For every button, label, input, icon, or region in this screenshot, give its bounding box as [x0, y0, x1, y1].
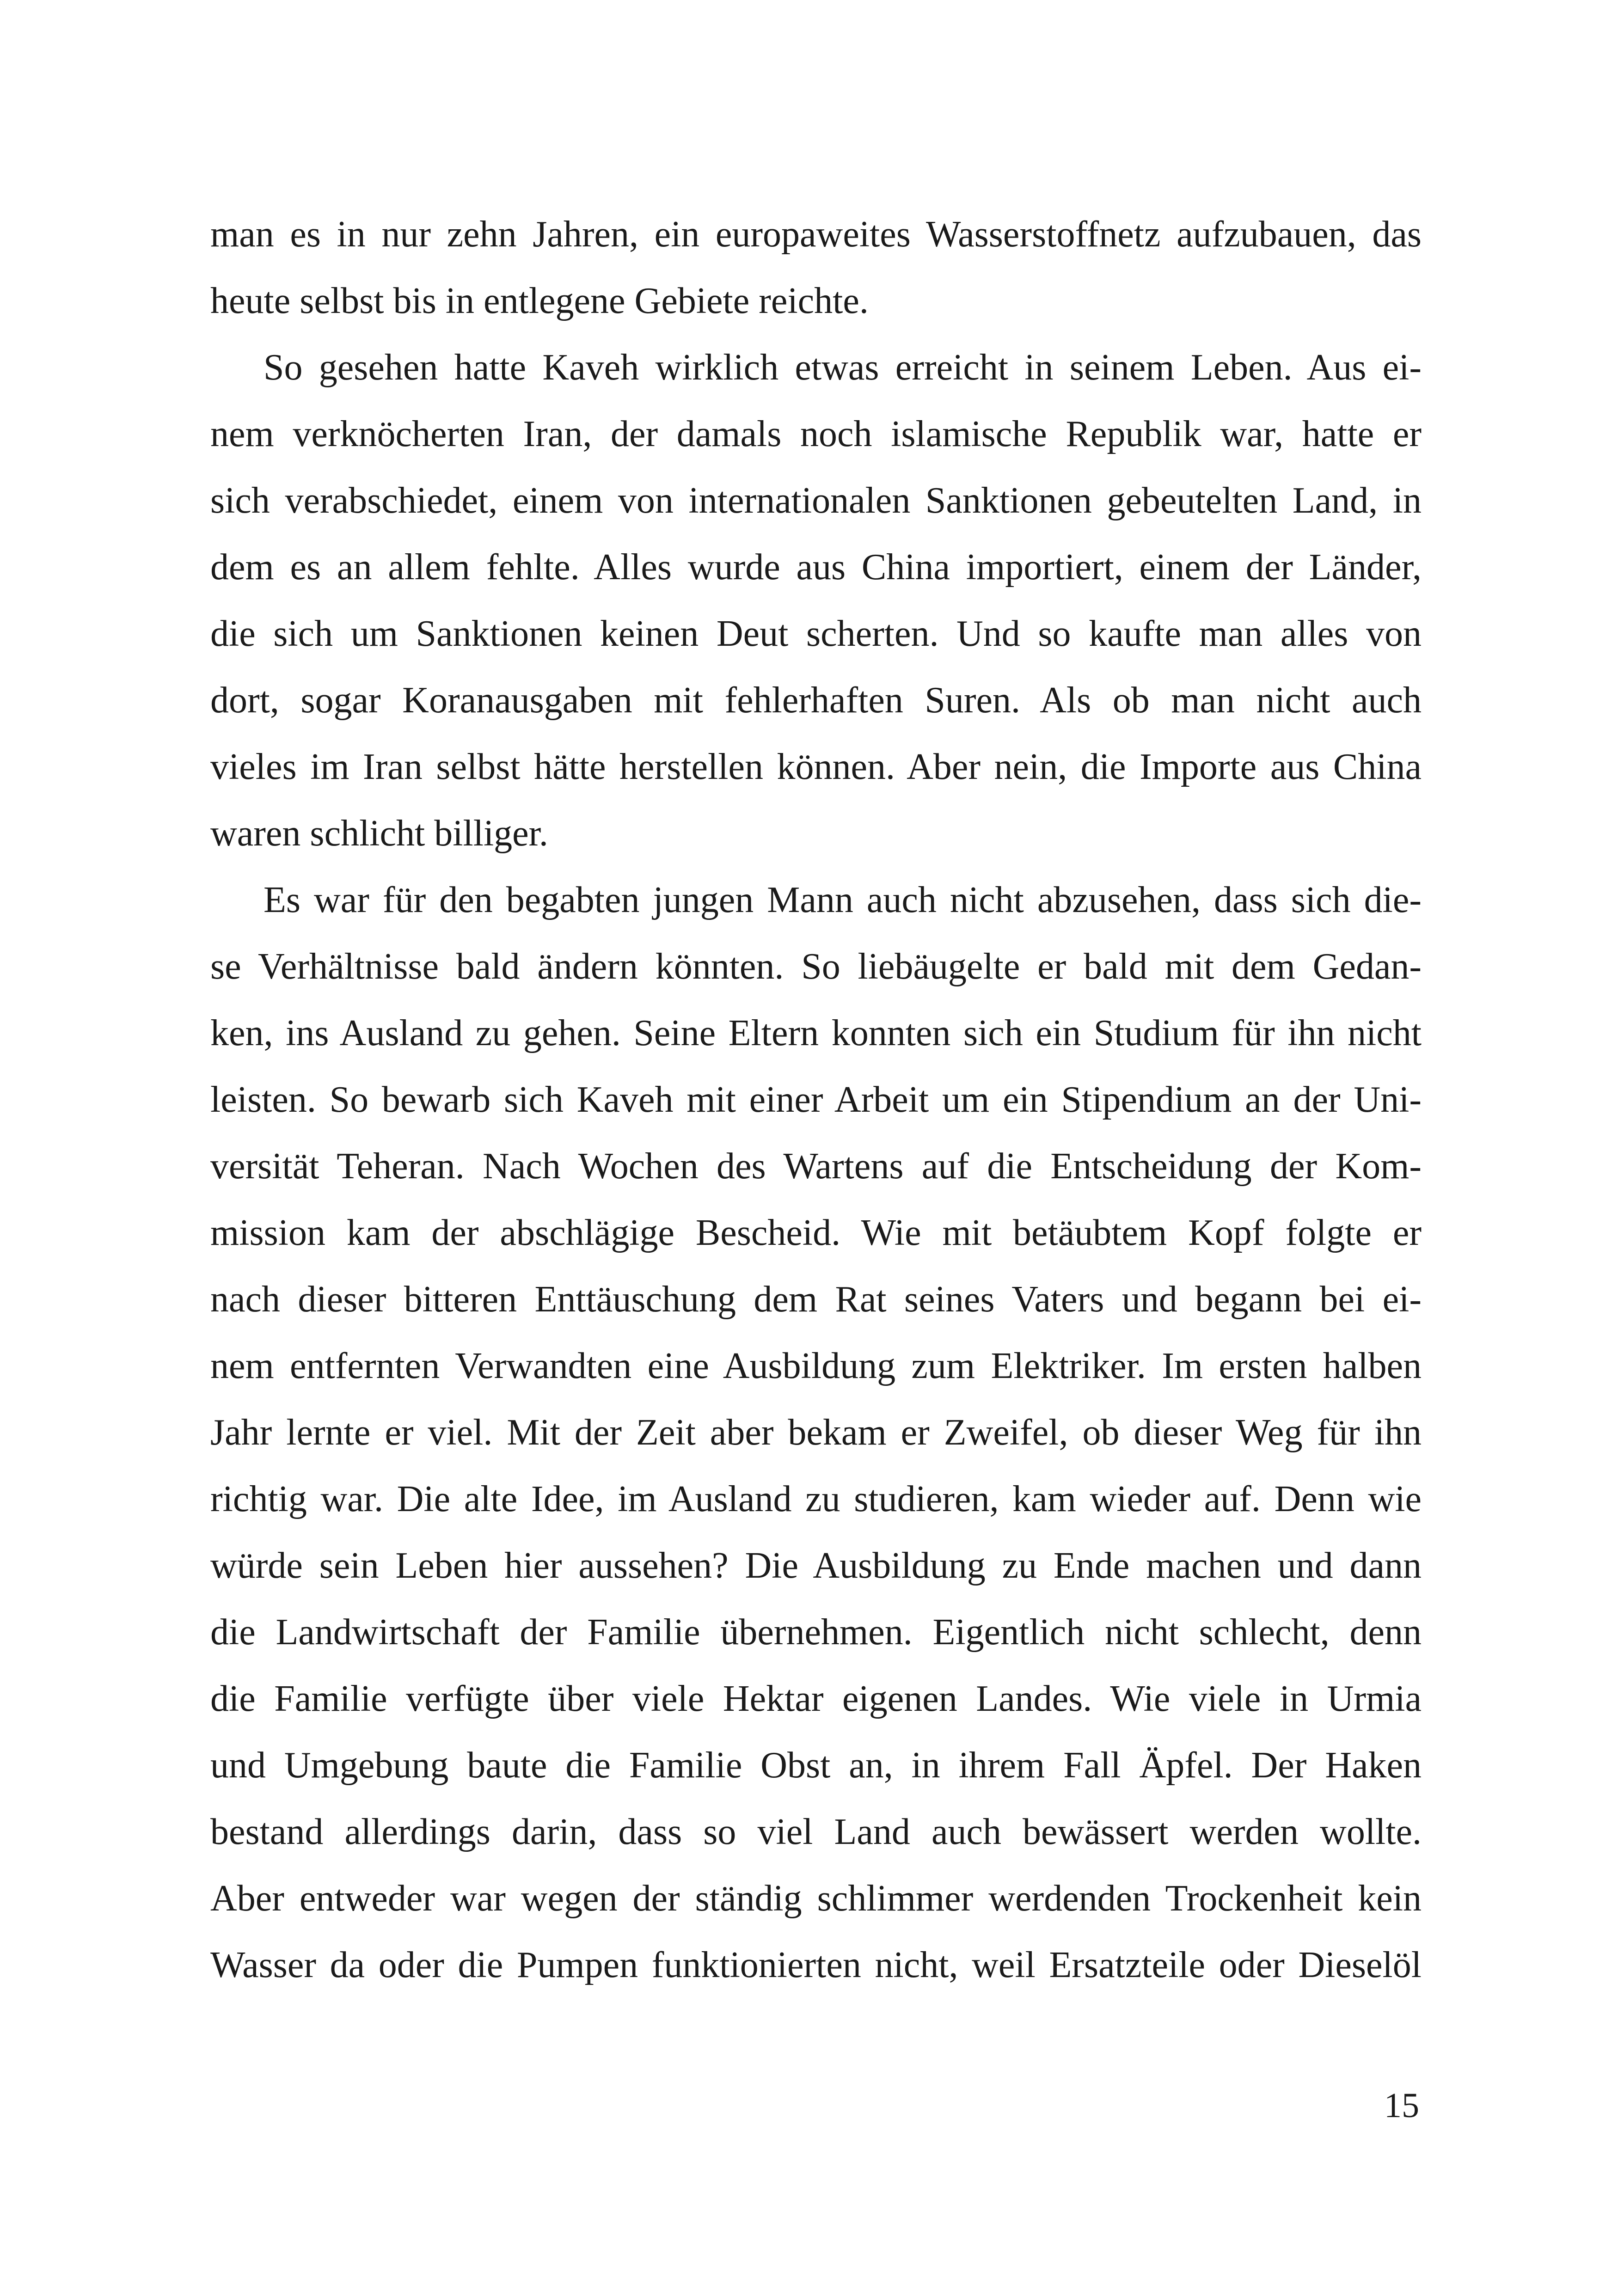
text-line: heute selbst bis in entlegene Gebiete reichte.: [210, 281, 869, 321]
text-line: mission kam der abschlägige Bescheid. Wie mit betäubtem Kopf folgte er: [210, 1212, 1422, 1253]
text-line: Jahr lernte er viel. Mit der Zeit aber bekam er Zweifel, ob dieser Weg für ihn: [210, 1412, 1422, 1453]
page-number: 15: [1384, 2086, 1419, 2125]
text-line: richtig war. Die alte Idee, im Ausland zu studieren, kam wieder auf. Denn wie: [210, 1479, 1422, 1519]
text-line: Es war für den begabten jungen Mann auch nicht abzusehen, dass sich die-: [264, 880, 1422, 920]
text-line: vieles im Iran selbst hätte herstellen können. Aber nein, die Importe aus China: [210, 747, 1422, 787]
text-line: die Familie verfügte über viele Hektar eigenen Landes. Wie viele in Urmia: [210, 1678, 1422, 1719]
text-line: würde sein Leben hier aussehen? Die Ausbildung zu Ende machen und dann: [210, 1545, 1422, 1586]
text-line: Aber entweder war wegen der ständig schlimmer werdenden Trockenheit kein: [210, 1878, 1422, 1919]
text-line: ken, ins Ausland zu gehen. Seine Eltern konnten sich ein Studium für ihn nicht: [210, 1013, 1422, 1053]
text-line: man es in nur zehn Jahren, ein europaweites Wasserstoffnetz aufzubauen, das: [210, 214, 1422, 255]
body-text: [210, 201, 1422, 1998]
text-line: sich verabschiedet, einem von internationalen Sanktionen gebeutelten Land, in: [210, 480, 1422, 521]
text-line: versität Teheran. Nach Wochen des Wartens auf die Entscheidung der Kom-: [210, 1146, 1422, 1187]
text-line: waren schlicht billiger.: [210, 813, 548, 854]
text-line: leisten. So bewarb sich Kaveh mit einer Arbeit um ein Stipendium an der Uni-: [210, 1079, 1422, 1120]
text-line: dem es an allem fehlte. Alles wurde aus China importiert, einem der Länder,: [210, 547, 1422, 588]
text-line: se Verhältnisse bald ändern könnten. So liebäugelte er bald mit dem Gedan-: [210, 946, 1422, 987]
text-line: Wasser da oder die Pumpen funktionierten nicht, weil Ersatzteile oder Dieselöl: [210, 1945, 1422, 1985]
text-line: die Landwirtschaft der Familie übernehmen. Eigentlich nicht schlecht, denn: [210, 1612, 1422, 1653]
text-line: nach dieser bitteren Enttäuschung dem Rat seines Vaters und begann bei ei-: [210, 1279, 1422, 1320]
text-line: nem entfernten Verwandten eine Ausbildung zum Elektriker. Im ersten halben: [210, 1346, 1422, 1386]
text-line: die sich um Sanktionen keinen Deut scherten. Und so kaufte man alles von: [210, 613, 1422, 654]
text-line: So gesehen hatte Kaveh wirklich etwas erreicht in seinem Leben. Aus ei-: [264, 347, 1422, 388]
text-line: bestand allerdings darin, dass so viel Land auch bewässert werden wollte.: [210, 1812, 1422, 1852]
text-line: dort, sogar Koranausgaben mit fehlerhaften Suren. Als ob man nicht auch: [210, 680, 1422, 721]
text-line: nem verknöcherten Iran, der damals noch islamische Republik war, hatte er: [210, 414, 1422, 454]
text-line: und Umgebung baute die Familie Obst an, in ihrem Fall Äpfel. Der Haken: [210, 1745, 1422, 1786]
